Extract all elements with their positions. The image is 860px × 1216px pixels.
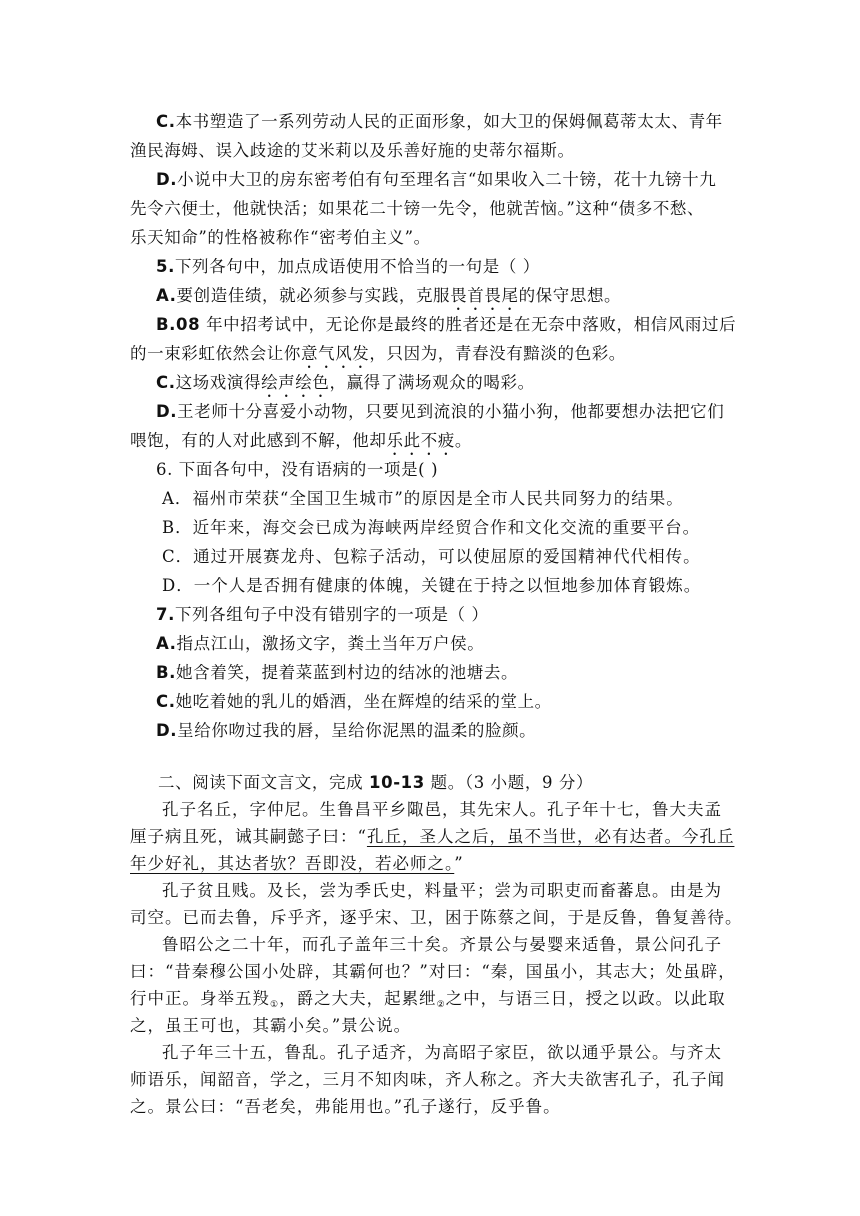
passage-text: 孔子贫且贱。及长，尝为季氏史，料量平；尝为司职吏而畜蕃息。由是为: [162, 881, 722, 900]
question-number: 7.: [156, 605, 175, 624]
passage-text: ”: [454, 854, 464, 873]
question-6: [156, 459, 438, 481]
footnote-marker: ①: [270, 1000, 280, 1010]
passage-p4-line-1: [162, 1042, 722, 1064]
dotted-idiom: 意气风发: [301, 344, 370, 363]
passage-text: 孔子年三十五，鲁乱。孔子适齐，为高昭子家臣，欲以通乎景公。与齐太: [162, 1043, 722, 1062]
question-number: 5.: [156, 257, 175, 276]
dotted-idiom: 乐此不疲: [386, 431, 455, 450]
passage-p1-line-3: [130, 853, 464, 875]
option-label: D.: [156, 402, 178, 421]
q7-option-b: [156, 662, 518, 684]
option-text: 她吃着她的乳儿的婚酒，坐在辉煌的结采的堂上。: [175, 692, 552, 711]
q5-option-b: [156, 314, 736, 336]
question-5: [156, 256, 540, 278]
option-text: 呈给你吻过我的唇，呈给你泥黑的温柔的脸颜。: [177, 721, 537, 740]
option-text: ，只因为，青春没有黯淡的色彩。: [369, 344, 626, 363]
footnote-marker: ②: [436, 1000, 446, 1010]
option-text: ，赢得了满场观众的喝彩。: [329, 373, 535, 392]
q7-option-d: [156, 720, 536, 742]
passage-p3-line-1: [162, 934, 722, 956]
underlined-passage: 年少好礼，其达者欤？吾即没，若必师之。: [130, 854, 455, 873]
q6-option-c: [162, 546, 701, 568]
option-label: A.: [156, 634, 177, 653]
question-range: 10-13: [369, 773, 425, 792]
option-c-line-2: [130, 140, 575, 162]
passage-text: 厘子病且死，诫其嗣懿子曰：“: [130, 827, 367, 846]
q5-option-a: [156, 285, 621, 314]
passage-text: 孔子名丘，字仲尼。生鲁昌平乡陬邑，其先宋人。孔子年十七，鲁大夫孟: [162, 800, 722, 819]
passage-p2-line-2: [130, 907, 743, 929]
q6-option-d: [162, 575, 701, 597]
option-label: D.: [156, 170, 178, 189]
option-text: 的保守思想。: [518, 286, 622, 305]
q6-option-a: [162, 488, 684, 510]
option-text: 小说中大卫的房东密考伯有句至理名言“如果收入二十镑，花十九镑十九: [177, 170, 717, 189]
option-text: 年中招考试中，无论你是最终的胜者还是在无奈中落败，相信风雨过后: [200, 315, 737, 334]
underlined-passage: 孔丘，圣人之后，虽不当世，必有达者。今孔丘: [366, 827, 735, 846]
passage-text: 之中，与语三日，授之以政。以此取: [445, 989, 726, 1008]
passage-text: 曰：“昔秦穆公国小处辟，其霸何也？”对曰：“秦，国虽小，其志大；处虽辟，: [130, 962, 736, 981]
option-label: D.: [156, 721, 178, 740]
passage-p3-line-3: [130, 988, 726, 1016]
passage-p4-line-3: [130, 1096, 561, 1118]
option-text: C．通过开展赛龙舟、包粽子活动，可以使屈原的爱国精神代代相传。: [162, 547, 701, 566]
option-text: 指点江山，激扬文字，粪土当年万户侯。: [176, 634, 485, 653]
passage-text: 之。景公曰：“吾老矣，弗能用也。”孔子遂行，反乎鲁。: [130, 1097, 561, 1116]
q7-option-a: [156, 633, 484, 655]
question-text: 下列各句中，加点成语使用不恰当的一句是（ ）: [174, 257, 540, 276]
dotted-idiom: 畏首畏尾: [450, 286, 519, 305]
option-label: C.: [156, 692, 176, 711]
option-text: 她含着笑，提着菜蓝到村边的结冰的池塘去。: [176, 663, 519, 682]
passage-p4-line-2: [130, 1069, 725, 1091]
question-text: 下列各组句子中没有错别字的一项是（ ）: [174, 605, 489, 624]
q5-option-c: [156, 372, 535, 401]
passage-p3-line-2: [130, 961, 736, 983]
option-c-line: [156, 111, 723, 133]
option-text: 王老师十分喜爱小动物，只要见到流浪的小猫小狗，他都要想办法把它们: [177, 402, 725, 421]
option-text: 先令六便士，他就快活；如果花二十镑一先令，他就苦恼。”这种“债多不愁、: [130, 199, 705, 218]
q7-option-c: [156, 691, 552, 713]
option-text: 这场戏演得: [175, 373, 262, 392]
option-d-line-2: [130, 198, 704, 220]
option-label: A.: [156, 286, 177, 305]
passage-p2-line-1: [162, 880, 722, 902]
option-text: 乐天知命”的性格被称作“密考伯主义”。: [130, 228, 431, 247]
passage-text: 行中正。身举五羖: [130, 989, 270, 1008]
passage-p3-line-4: [130, 1015, 411, 1037]
passage-text: ，爵之大夫，起累绁: [279, 989, 437, 1008]
passage-text: 司空。已而去鲁，斥乎齐，逐乎宋、卫，困于陈蔡之间，于是反鲁，鲁复善待。: [130, 908, 743, 927]
dotted-idiom: 绘声绘色: [261, 373, 330, 392]
option-text: A．福州市荣获“全国卫生城市”的原因是全市人民共同努力的结果。: [162, 489, 684, 508]
option-text: 的一束彩虹依然会让你: [130, 344, 301, 363]
option-text: 渔民海姆、误入歧途的艾米莉以及乐善好施的史蒂尔福斯。: [130, 141, 575, 160]
passage-text: 鲁昭公之二十年，而孔子盖年三十矣。齐景公与晏婴来适鲁，景公问孔子: [162, 935, 722, 954]
option-text: B．近年来，海交会已成为海峡两岸经贸合作和文化交流的重要平台。: [162, 518, 701, 537]
passage-text: 师语乐，闻韶音，学之，三月不知肉味，齐人称之。齐大夫欲害孔子，孔子闻: [130, 1070, 725, 1089]
q6-option-b: [162, 517, 700, 539]
option-label: C.: [156, 373, 176, 392]
q5-option-d: [156, 401, 724, 423]
option-d-line-3: [130, 227, 431, 249]
question-text: 6. 下面各句中，没有语病的一项是( ): [156, 460, 439, 479]
option-text: 本书塑造了一系列劳动人民的正面形象，如大卫的保姆佩葛蒂太太、青年: [175, 112, 723, 131]
option-text: D．一个人是否拥有健康的体魄，关键在于持之以恒地参加体育锻炼。: [162, 576, 702, 595]
question-7: [156, 604, 489, 626]
option-label: B.: [156, 663, 177, 682]
section-2-heading: [158, 772, 593, 794]
q5-option-d-line-2: [130, 430, 472, 459]
passage-p1-line-2: [130, 826, 734, 848]
option-label: C.: [156, 112, 176, 131]
passage-text: 之，虽王可也，其霸小矣。”景公说。: [130, 1016, 412, 1035]
q5-option-b-line-2: [130, 343, 626, 372]
option-text: 。: [454, 431, 473, 450]
option-text: 要创造佳绩，就必须参与实践，克服: [176, 286, 451, 305]
option-text: 喂饱，有的人对此感到不解，他却: [130, 431, 387, 450]
section-heading-text: 二、阅读下面文言文，完成: [158, 773, 370, 792]
passage-p1-line-1: [162, 799, 722, 821]
option-label: B.08: [156, 315, 201, 334]
option-d-line: [156, 169, 716, 191]
section-heading-text: 题。（3 小题，9 分）: [424, 773, 594, 792]
